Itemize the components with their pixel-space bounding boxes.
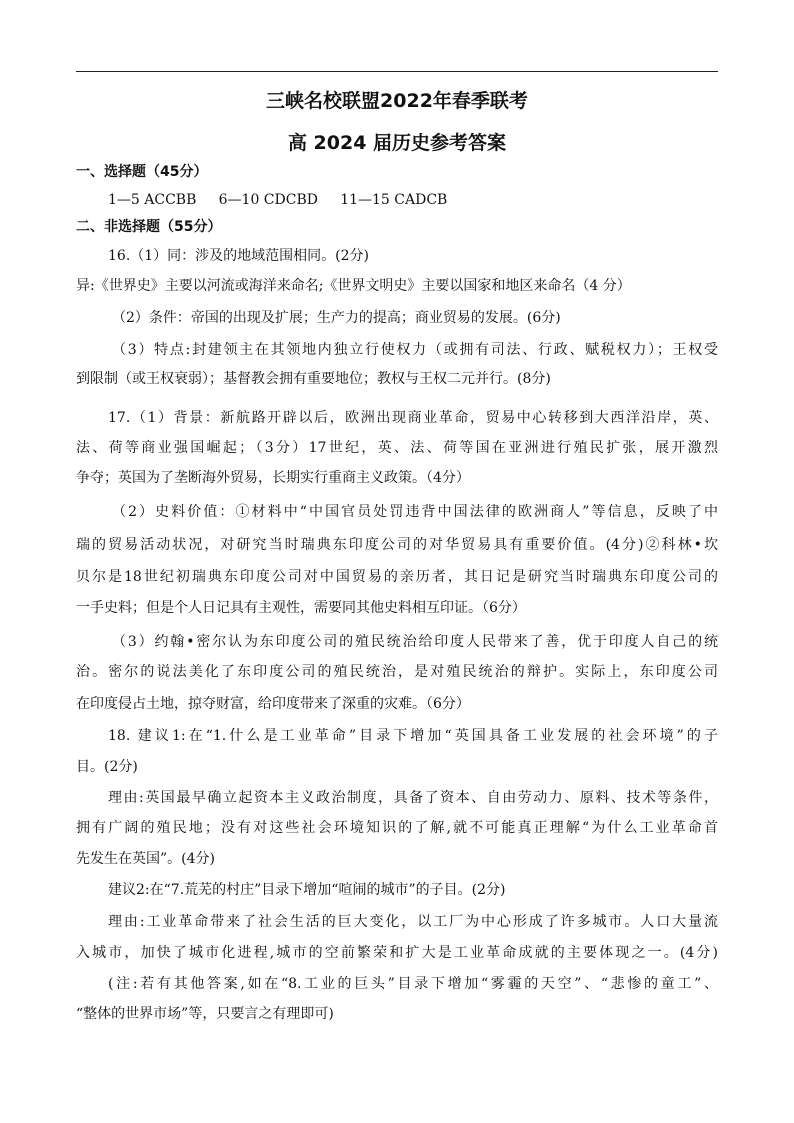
page-title: 三峡名校联盟2022年春季联考 bbox=[266, 90, 528, 112]
answer-line: 理由:英国最早确立起资本主义政治制度，具备了资本、自由劳动力、原料、技术等条件， bbox=[108, 790, 718, 806]
answer-line: （2）条件：帝国的出现及扩展；生产力的提高；商业贸易的发展。(6分) bbox=[112, 310, 561, 326]
answer-line: 先发生在英国”。(4分) bbox=[76, 851, 215, 867]
answer-line: 16.（1）同：涉及的地域范围相同。(2分) bbox=[108, 248, 370, 264]
answer-line: 法、荷等商业强国崛起；（3分）17世纪，英、法、荷等国在亚洲进行殖民扩张，展开激烈 bbox=[76, 440, 718, 456]
section-heading-choice: 一、选择题（45分） bbox=[76, 164, 208, 180]
answer-line: （2）史料价值：①材料中“中国官员处罚违背中国法律的欧洲商人”等信息，反映了中 bbox=[112, 504, 718, 520]
answer-line: 治。密尔的说法美化了东印度公司的殖民统治，是对殖民统治的辩护。实际上，东印度公司 bbox=[76, 664, 718, 680]
answer-line: 瑞的贸易活动状况，对研究当时瑞典东印度公司的对华贸易具有重要价值。(4分)②科林•坎 bbox=[76, 537, 718, 553]
answer-line: 拥有广阔的殖民地；没有对这些社会环境知识的了解,就不可能真正理解“为什么工业革命首 bbox=[76, 820, 718, 836]
answer-line: “整体的世界市场”等，只要言之有理即可) bbox=[76, 1006, 334, 1022]
choice-answers: 1—5 ACCBB 6—10 CDCBD 11—15 CADCB bbox=[108, 192, 448, 208]
answer-line: 17.（1）背景：新航路开辟以后，欧洲出现商业革命，贸易中心转移到大西洋沿岸，英、 bbox=[108, 410, 718, 426]
answer-line: (注:若有其他答案,如在“8.工业的巨头”目录下增加“雾霾的天空”、“悲惨的童工”、 bbox=[108, 976, 718, 992]
answer-line: （3）约翰•密尔认为东印度公司的殖民统治给印度人民带来了善，优于印度人自己的统 bbox=[112, 634, 718, 650]
answer-line: 理由:工业革命带来了社会生活的巨大变化，以工厂为中心形成了许多城市。人口大量流 bbox=[108, 914, 718, 930]
answer-line: 争夺；英国为了垄断海外贸易，长期实行重商主义政策。（4分） bbox=[76, 470, 470, 486]
answer-line: （3）特点:封建领主在其领地内独立行使权力（或拥有司法、行政、赋税权力）；王权受 bbox=[112, 342, 718, 358]
answer-line: 在印度侵占土地，掠夺财富，给印度带来了深重的灾难。（6分） bbox=[76, 696, 470, 712]
answer-line: 到限制（或王权衰弱）；基督教会拥有重要地位；教权与王权二元并行。(8分) bbox=[76, 371, 551, 387]
header-rule bbox=[76, 71, 718, 72]
answer-line: 18. 建议1:在“1.什么是工业革命”目录下增加“英国具备工业发展的社会环境”的子 bbox=[108, 728, 718, 744]
answer-line: 入城市，加快了城市化进程,城市的空前繁荣和扩大是工业革命成就的主要体现之一。(4分) bbox=[76, 945, 718, 961]
page-subtitle: 高 2024 届历史参考答案 bbox=[287, 132, 507, 154]
section-heading-nonchoice: 二、非选择题（55分） bbox=[76, 219, 222, 235]
answer-line: 建议2:在“7.荒芜的村庄”目录下增加“喧闹的城市”的子目。(2分) bbox=[108, 882, 506, 898]
answer-line: 贝尔是18世纪初瑞典东印度公司对中国贸易的亲历者，其日记是研究当时瑞典东印度公司的 bbox=[76, 569, 718, 585]
answer-line: 目。(2分) bbox=[76, 759, 138, 775]
answer-line: 异:《世界史》主要以河流或海洋来命名;《世界文明史》主要以国家和地区来命名（4 分） bbox=[76, 278, 631, 294]
answer-line: 一手史料；但是个人日记具有主观性，需要同其他史料相互印证。（6分） bbox=[76, 600, 526, 616]
